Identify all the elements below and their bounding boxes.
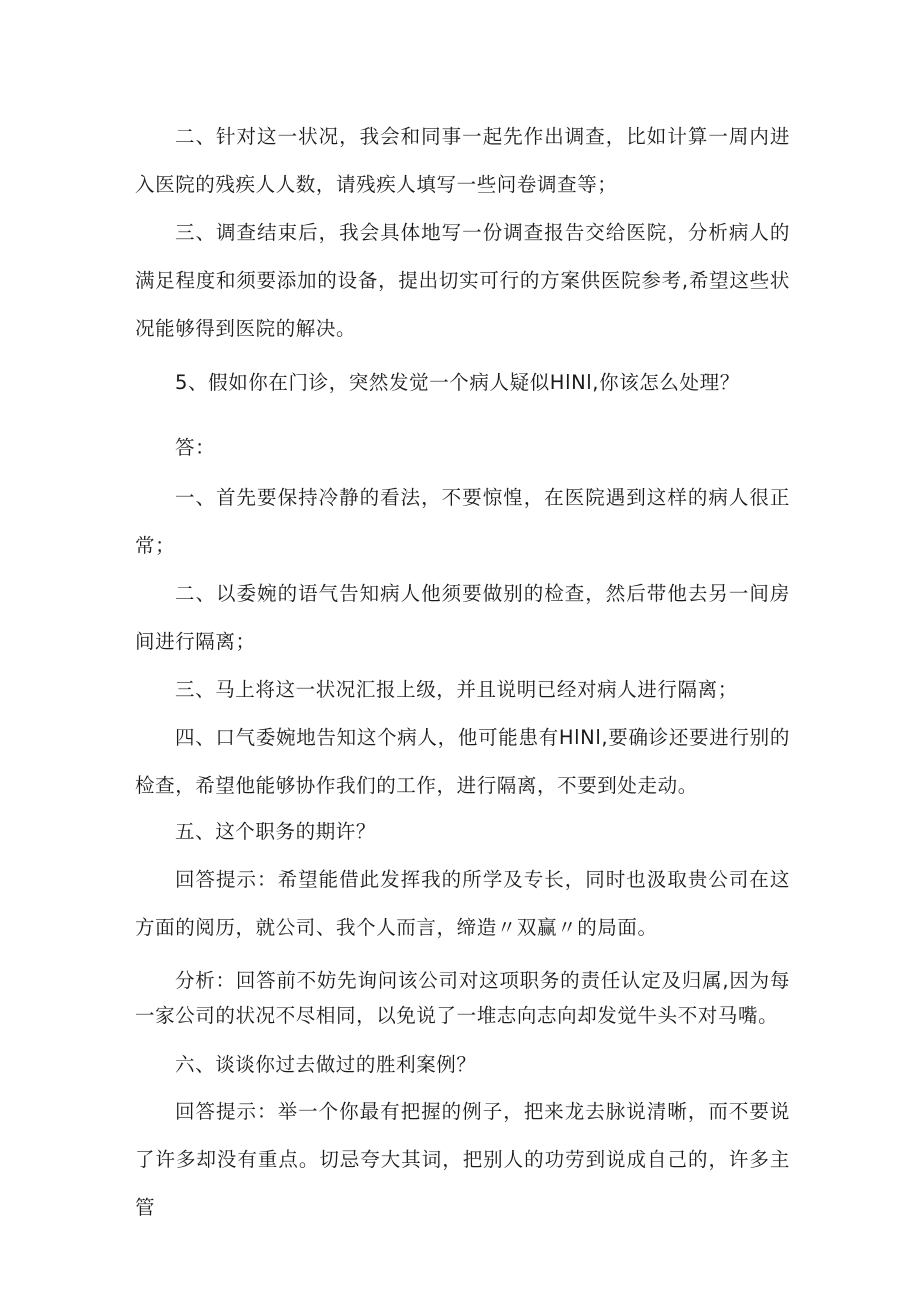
answer-label: 答： <box>175 436 216 459</box>
paragraph-report: 三、调查结束后，我会具体地写一份调查报告交给医院，分析病人的满足程度和须要添加的设备，提出切实可行的方案供医院参考,希望这些状况能够得到医院的解决。 <box>135 221 790 340</box>
answer-point-3: 三、马上将这一状况汇报上级，并且说明已经对病人进行隔离； <box>175 678 738 701</box>
answer-tip-expectation: 回答提示：希望能借此发挥我的所学及专长，同时也汲取贵公司在这方面的阅历，就公司、我个人而言，缔造〃双赢〃的局面。 <box>135 868 790 939</box>
analysis-paragraph: 分析：回答前不妨先询问该公司对这项职务的责任认定及归属,因为每一家公司的状况不尽相同，以免说了一堆志向志向却发觉牛头不对马嘴。 <box>135 969 790 1027</box>
question-5: 5、假如你在门诊，突然发觉一个病人疑似HlNl,你该怎么处理？ <box>175 371 740 394</box>
paragraph-investigation: 二、针对这一状况，我会和同事一起先作出调查，比如计算一周内进入医院的残疾人人数，请残疾人填写一些问卷调查等； <box>135 125 790 196</box>
answer-point-1: 一、首先要保持冷静的看法，不要惊惶，在医院遇到这样的病人很正常； <box>135 486 790 557</box>
answer-point-4: 四、口气委婉地告知这个病人，他可能患有HlNl,要确诊还要进行别的检查，希望他能够协作我们的工作，进行隔离，不要到处走动。 <box>135 726 790 797</box>
question-expectation: 五、这个职务的期许？ <box>175 820 377 843</box>
answer-tip-success-case: 回答提示：举一个你最有把握的例子，把来龙去脉说清晰，而不要说了许多却没有重点。切忌夸大其词，把别人的功劳到说成自己的，许多主管 <box>135 1100 790 1219</box>
answer-point-2: 二、以委婉的语气告知病人他须要做别的检查，然后带他去另一间房间进行隔离； <box>135 582 790 653</box>
question-success-case: 六、谈谈你过去做过的胜利案例？ <box>175 1053 477 1076</box>
